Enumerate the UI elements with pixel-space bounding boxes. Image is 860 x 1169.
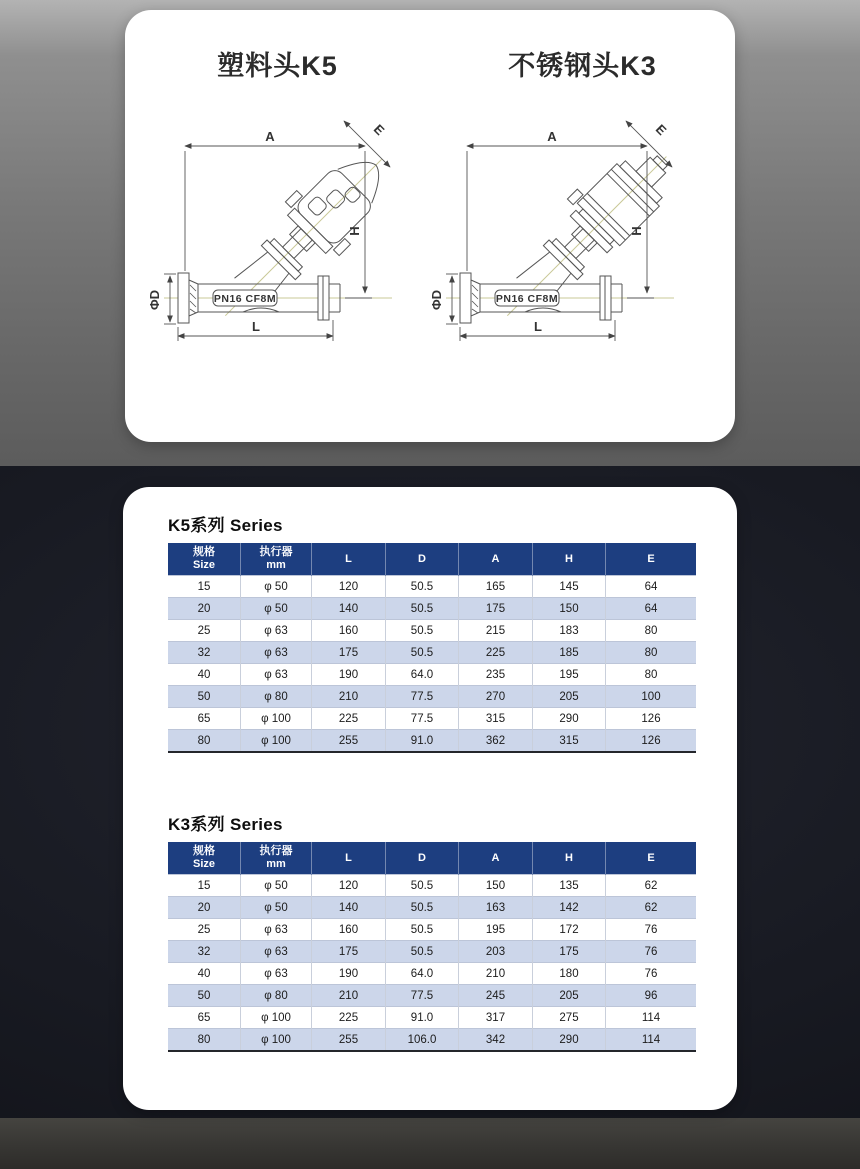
table-row <box>168 963 696 985</box>
table-cell: 120 <box>312 875 386 897</box>
table-cell: 140 <box>312 598 386 620</box>
table-cell: 225 <box>312 1007 386 1029</box>
table-cell: 215 <box>459 620 533 642</box>
table-row <box>168 919 696 941</box>
k5-series-section <box>168 511 692 753</box>
table-cell: 50.5 <box>386 897 459 919</box>
table-cell: 245 <box>459 985 533 1007</box>
table-cell: 120 <box>312 576 386 598</box>
column-header: E <box>606 543 697 576</box>
table-row <box>168 598 696 620</box>
table-cell: 50 <box>168 686 241 708</box>
k3-series-table <box>168 842 696 1052</box>
table-cell: 91.0 <box>386 1007 459 1029</box>
table-cell: 290 <box>533 708 606 730</box>
table-cell: φ 63 <box>241 963 312 985</box>
table-cell: φ 80 <box>241 985 312 1007</box>
table-cell: φ 50 <box>241 897 312 919</box>
k3-series-section <box>168 810 692 1052</box>
table-row <box>168 941 696 963</box>
table-cell: 165 <box>459 576 533 598</box>
table-cell: 50.5 <box>386 598 459 620</box>
table-cell: 64.0 <box>386 664 459 686</box>
svg-text:PN16 CF8M: PN16 CF8M <box>213 293 277 305</box>
table-cell: 20 <box>168 897 241 919</box>
table-cell: 91.0 <box>386 730 459 753</box>
k3-dim-L: L <box>534 319 542 334</box>
table-cell: 32 <box>168 642 241 664</box>
table-cell: 76 <box>606 919 697 941</box>
background-bottom-strip <box>0 1118 860 1169</box>
table-cell: 210 <box>459 963 533 985</box>
table-cell: 142 <box>533 897 606 919</box>
table-row <box>168 576 696 598</box>
k3-series-title: K3系列 Series <box>168 815 283 834</box>
table-cell: 50.5 <box>386 620 459 642</box>
table-cell: 342 <box>459 1029 533 1052</box>
table-cell: 126 <box>606 708 697 730</box>
table-row <box>168 1029 696 1052</box>
k5-actuator <box>198 133 408 343</box>
table-cell: 15 <box>168 576 241 598</box>
table-cell: 160 <box>312 620 386 642</box>
table-cell: 50 <box>168 985 241 1007</box>
table-cell: 40 <box>168 963 241 985</box>
table-row <box>168 686 696 708</box>
table-cell: 150 <box>533 598 606 620</box>
table-cell: 106.0 <box>386 1029 459 1052</box>
table-cell: 126 <box>606 730 697 753</box>
table-cell: 50.5 <box>386 941 459 963</box>
table-cell: 76 <box>606 941 697 963</box>
table-cell: 180 <box>533 963 606 985</box>
table-cell: φ 50 <box>241 875 312 897</box>
k5-dim-L: L <box>252 319 260 334</box>
table-cell: 175 <box>312 941 386 963</box>
table-cell: 175 <box>312 642 386 664</box>
table-row <box>168 985 696 1007</box>
table-cell: 64 <box>606 576 697 598</box>
tables-card <box>123 487 737 1110</box>
table-cell: 80 <box>168 1029 241 1052</box>
table-cell: 225 <box>459 642 533 664</box>
table-row <box>168 642 696 664</box>
table-cell: φ 63 <box>241 664 312 686</box>
table-cell: 362 <box>459 730 533 753</box>
table-cell: 290 <box>533 1029 606 1052</box>
table-cell: 225 <box>312 708 386 730</box>
table-cell: 114 <box>606 1007 697 1029</box>
table-header-row <box>168 543 696 576</box>
table-cell: 80 <box>606 664 697 686</box>
column-header: D <box>386 842 459 875</box>
table-cell: 190 <box>312 963 386 985</box>
table-cell: 210 <box>312 985 386 1007</box>
column-header: 执行器 mm <box>241 842 312 875</box>
k3-dim-phiD: ΦD <box>429 289 444 311</box>
table-cell: 77.5 <box>386 686 459 708</box>
k3-valve-drawing <box>422 113 702 363</box>
table-row <box>168 730 696 753</box>
table-cell: φ 100 <box>241 708 312 730</box>
drawings-card <box>125 10 735 442</box>
column-header: 规格 Size <box>168 842 241 875</box>
table-cell: φ 63 <box>241 919 312 941</box>
table-cell: 114 <box>606 1029 697 1052</box>
table-cell: 140 <box>312 897 386 919</box>
column-header: H <box>533 543 606 576</box>
table-cell: 100 <box>606 686 697 708</box>
table-cell: 190 <box>312 664 386 686</box>
table-cell: 210 <box>312 686 386 708</box>
table-row <box>168 620 696 642</box>
k5-drawing-title: 塑料头K5 <box>217 51 338 81</box>
table-cell: 77.5 <box>386 708 459 730</box>
table-cell: 96 <box>606 985 697 1007</box>
k5-dim-E: E <box>370 121 388 139</box>
table-cell: 150 <box>459 875 533 897</box>
k5-series-table <box>168 543 696 753</box>
table-cell: 15 <box>168 875 241 897</box>
k5-dim-A: A <box>265 129 275 144</box>
column-header: 执行器 mm <box>241 543 312 576</box>
column-header: 规格 Size <box>168 543 241 576</box>
k5-valve-drawing <box>140 113 420 363</box>
table-cell: 64 <box>606 598 697 620</box>
column-header: H <box>533 842 606 875</box>
column-header: A <box>459 842 533 875</box>
k3-drawing-title: 不锈钢头K3 <box>508 51 657 81</box>
table-cell: 80 <box>606 620 697 642</box>
k3-body-label <box>495 290 559 306</box>
table-cell: 317 <box>459 1007 533 1029</box>
table-cell: φ 63 <box>241 941 312 963</box>
k5-body-label <box>213 290 277 306</box>
table-cell: 315 <box>533 730 606 753</box>
table-row <box>168 664 696 686</box>
table-cell: 203 <box>459 941 533 963</box>
table-cell: 195 <box>533 664 606 686</box>
table-cell: 50.5 <box>386 642 459 664</box>
table-cell: 195 <box>459 919 533 941</box>
table-cell: φ 63 <box>241 642 312 664</box>
table-cell: φ 50 <box>241 576 312 598</box>
table-cell: 135 <box>533 875 606 897</box>
column-header: D <box>386 543 459 576</box>
k5-dim-phiD: ΦD <box>147 289 162 311</box>
drawing-titles-row <box>125 10 735 83</box>
table-cell: 163 <box>459 897 533 919</box>
table-cell: 50.5 <box>386 875 459 897</box>
table-cell: 255 <box>312 730 386 753</box>
table-cell: 32 <box>168 941 241 963</box>
table-header-row <box>168 842 696 875</box>
table-cell: 40 <box>168 664 241 686</box>
table-cell: 50.5 <box>386 576 459 598</box>
k3-dim-E: E <box>652 121 670 139</box>
table-row <box>168 708 696 730</box>
table-cell: 64.0 <box>386 963 459 985</box>
table-cell: 62 <box>606 897 697 919</box>
table-cell: 80 <box>168 730 241 753</box>
table-cell: 20 <box>168 598 241 620</box>
table-row <box>168 1007 696 1029</box>
table-cell: 50.5 <box>386 919 459 941</box>
table-cell: 205 <box>533 686 606 708</box>
k3-dim-A: A <box>547 129 557 144</box>
table-cell: 65 <box>168 1007 241 1029</box>
table-cell: 80 <box>606 642 697 664</box>
table-cell: φ 50 <box>241 598 312 620</box>
table-row <box>168 875 696 897</box>
column-header: L <box>312 543 386 576</box>
table-cell: 25 <box>168 620 241 642</box>
table-cell: 183 <box>533 620 606 642</box>
table-cell: 315 <box>459 708 533 730</box>
table-cell: 62 <box>606 875 697 897</box>
table-cell: 270 <box>459 686 533 708</box>
table-cell: 235 <box>459 664 533 686</box>
table-cell: φ 100 <box>241 1007 312 1029</box>
table-cell: 65 <box>168 708 241 730</box>
table-cell: φ 63 <box>241 620 312 642</box>
table-cell: φ 80 <box>241 686 312 708</box>
k3-dim-H: H <box>629 226 644 236</box>
table-cell: 25 <box>168 919 241 941</box>
column-header: E <box>606 842 697 875</box>
column-header: L <box>312 842 386 875</box>
table-cell: φ 100 <box>241 730 312 753</box>
table-cell: 160 <box>312 919 386 941</box>
svg-text:PN16 CF8M: PN16 CF8M <box>495 293 559 305</box>
table-cell: 77.5 <box>386 985 459 1007</box>
table-cell: 175 <box>533 941 606 963</box>
table-cell: 275 <box>533 1007 606 1029</box>
table-cell: 205 <box>533 985 606 1007</box>
k5-dim-H: H <box>347 226 362 236</box>
table-cell: 175 <box>459 598 533 620</box>
table-cell: 76 <box>606 963 697 985</box>
k5-series-title: K5系列 Series <box>168 516 283 535</box>
table-cell: 185 <box>533 642 606 664</box>
column-header: A <box>459 543 533 576</box>
table-cell: 172 <box>533 919 606 941</box>
table-row <box>168 897 696 919</box>
table-cell: 145 <box>533 576 606 598</box>
table-cell: φ 100 <box>241 1029 312 1052</box>
table-cell: 255 <box>312 1029 386 1052</box>
